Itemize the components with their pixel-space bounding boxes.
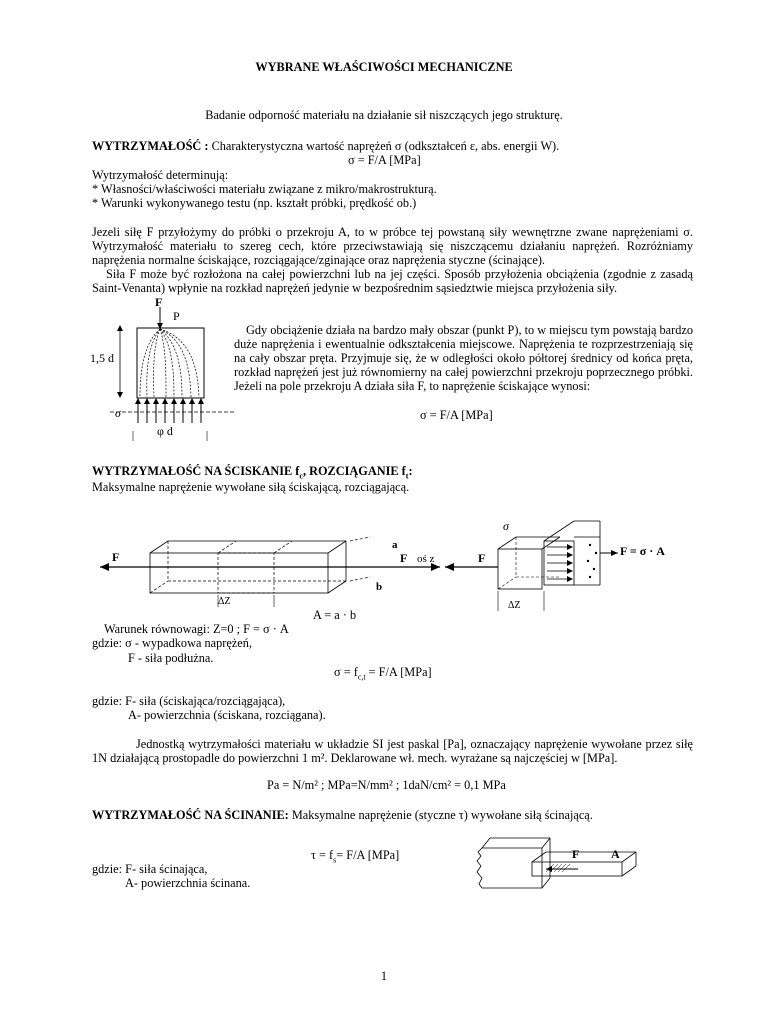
determinants-label: Wytrzymałość determinują:	[92, 168, 229, 182]
saint-venant-diagram	[90, 295, 240, 445]
fig1-dimension-label: 1,5 d	[90, 351, 114, 365]
strength-formula: σ = F/A [MPa]	[348, 153, 421, 167]
fig2-mid-force-label: F	[400, 551, 408, 565]
strength-ct-formula: $\sigma = f_{c,t} = F/A$ [MPa]	[334, 665, 432, 682]
where-force-type: gdzie: F- siła (ściskająca/rozciągająca),	[92, 694, 286, 708]
compression-heading: WYTRZYMAŁOŚĆ NA ŚCISKANIE $f_c$, ROZCIĄGANIE $f_t$:	[92, 464, 413, 481]
shear-where-force: gdzie: F- siła ścinająca,	[92, 862, 208, 876]
fig2-right-force-label: F	[478, 551, 486, 565]
determinant-item: * Warunki wykonywanego testu (np. kształt próbki, prędkość ob.)	[92, 196, 417, 210]
strength-definition: Charakterystyczna wartość naprężeń σ (odkształceń ε, abs. energii W).	[211, 139, 560, 153]
where-resultant: gdzie: σ - wypadkowa naprężeń,	[92, 636, 252, 650]
shear-description: Maksymalne naprężenie (styczne τ) wywołane siłą ścinającą.	[288, 808, 593, 822]
shear-heading-line	[92, 808, 593, 822]
paragraph-internal-forces: Jezeli siłę F przyłożymy do próbki o przekroju A, to w próbce tej powstaną siły wewnętrzne zwane naprężeniami σ. Wytrzymałość materiału to szereg cech, które przeciwstawiają się niszczącemu działaniu naprężeń. Rozróżniamy naprężenia normalne ściskające, rozciągające/zginające oraz naprężenia styczne (ścinające).	[92, 225, 693, 267]
compression-description: Maksymalne naprężenie wywołane siłą ściskającą, rozciągającą.	[92, 480, 410, 494]
fig2-axis-label: oś z	[417, 553, 435, 565]
fig2-dz2-label: ΔZ	[508, 600, 521, 611]
strength-definition-line	[92, 139, 559, 153]
shear-fig-force-label: F	[572, 847, 580, 861]
fig1-force-label: F	[155, 295, 163, 309]
page-title: WYBRANE WŁAŚCIWOŚCI MECHANICZNE	[255, 60, 513, 74]
compression-stress-formula: σ = F/A [MPa]	[420, 408, 493, 422]
strength-heading: WYTRZYMAŁOŚĆ :	[92, 139, 209, 153]
fig2-dz-label: ΔZ	[218, 596, 231, 607]
fig2-sigma-label: σ	[503, 519, 509, 533]
fig2-a-label: a	[392, 539, 398, 551]
determinant-item: * Własności/właściwości materiału związane z mikro/makrostrukturą.	[92, 182, 437, 196]
fig2-b-label: b	[376, 581, 383, 593]
equilibrium-condition: Warunek równowagi: Z=0 ; F = σ · A	[104, 622, 289, 636]
shear-formula: $\tau = f_s= F/A$ [MPa]	[311, 848, 400, 865]
where-force: F - siła podłużna.	[128, 651, 214, 665]
shear-heading: WYTRZYMAŁOŚĆ NA ŚCINANIE:	[92, 808, 289, 822]
page-number: 1	[380, 969, 388, 983]
paragraph-saint-venant: Siła F może być rozłożona na całej powierzchni lub na jej części. Sposób przyłożenia obciążenia (zgodnie z zasadą Saint-Venanta) wpłynie na rozkład naprężeń jedynie w bezpośrednim sąsiedztwie miejsca przyłożenia siły.	[92, 267, 693, 295]
fig1-point-label: P	[173, 309, 180, 323]
intro-text: Badanie odporność materiału na działanie sił niszczących jego strukturę.	[205, 108, 563, 122]
fig2-left-force-label: F	[112, 550, 120, 564]
shear-fig-area-label: A	[611, 847, 620, 861]
area-formula: A = a · b	[313, 608, 357, 622]
where-area-type: A- powierzchnia (ściskana, rozciągana).	[128, 708, 326, 722]
tension-compression-diagram	[100, 515, 690, 615]
paragraph-point-load: Gdy obciążenie działa na bardzo mały obszar (punkt P), to w miejscu tym powstają bardzo duże naprężenia i ewentualnie odkształcenia miejscowe. Naprężenia te rozprzestrzeniają się na cały obszar pręta. Przyjmuje się, że w odległości około półtorej średnicy od końca pręta, rozkład naprężeń jest już równomierny na całej powierzchni przekroju poprzecznego próbki. Jeżeli na pole przekroju A działa siła F, to naprężenie ściskające wynosi:	[234, 323, 693, 393]
fig1-diameter-label: φ d	[157, 424, 173, 438]
units-paragraph: Jednostką wytrzymałości materiału w układzie SI jest paskal [Pa], oznaczający naprężenie wywołane przez siłę 1N działającą prostopadle do powierzchni 1 m². Deklarowane wł. mech. wyrażane są najczęściej w [MPa].	[92, 737, 693, 765]
fig1-sigma-label: σ	[115, 406, 121, 420]
shear-diagram	[472, 828, 672, 908]
shear-where-area: A- powierzchnia ścinana.	[125, 876, 251, 890]
units-conversion: Pa = N/m² ; MPa=N/mm² ; 1daN/cm² = 0,1 MPa	[267, 778, 506, 792]
fig2-equation-label: F = σ · A	[620, 544, 665, 558]
